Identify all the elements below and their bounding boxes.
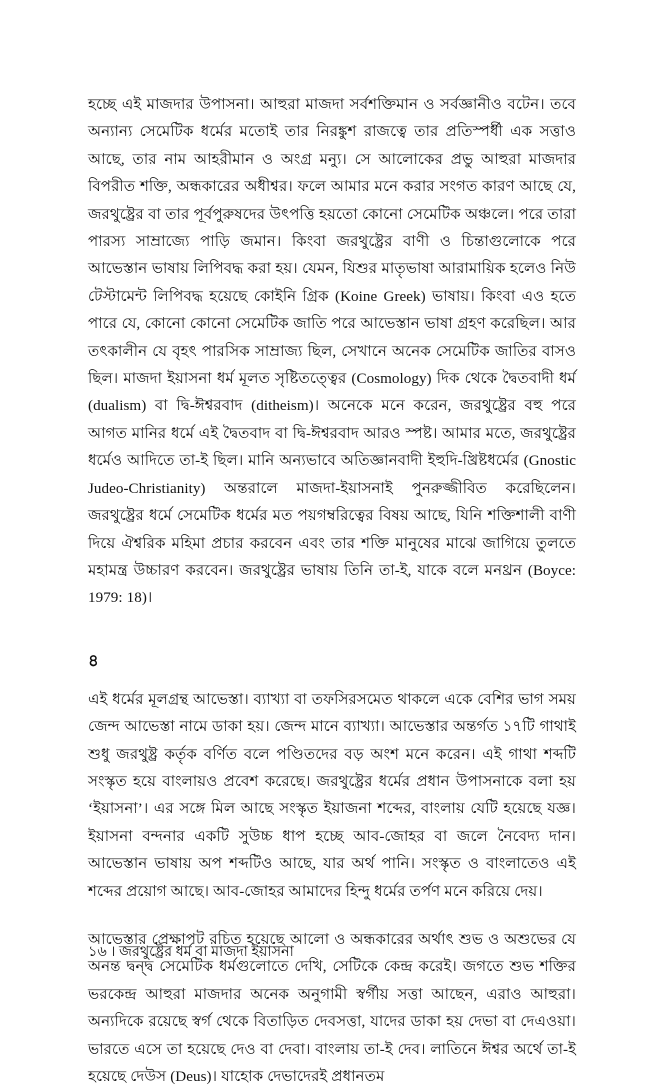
- section-number-heading: ৪: [88, 650, 99, 670]
- section-spacer-below: [88, 673, 576, 687]
- section-spacer-above: [88, 613, 576, 649]
- page-footer: ১৬ । জরথুষ্ট্রের ধর্ম বা মাজদা ইয়াসনা: [88, 944, 294, 960]
- body-paragraph-1: হচ্ছে এই মাজদার উপাসনা। আহুরা মাজদা সর্বশক্তিমান ও সর্বজ্ঞানীও বটেন। তবে অন্যান্য সেমেটিক ধর্মের মতোই তার নিরঙ্কুশ রাজত্বে তার প্রতিস্পর্ধী এক সত্তাও আছে, তার নাম আহরীমান ও অংগ্র মন্যু। সে আলোকের প্রভু আহুরা মাজদার বিপরীত শক্তি, অন্ধকারের অধীশ্বর। ফলে আমার মনে করার সংগত কারণ আছে যে, জরথুষ্ট্রের বা তার পূর্বপুরুষদের উৎপত্তি হয়তো কোনো সেমেটিক অঞ্চলে। পরে তারা পারস্য সাম্রাজ্যে পাড়ি জমান। কিংবা জরথুষ্ট্রের বাণী ও চিন্তাগুলোকে পরে আভেস্তান ভাষায় লিপিবদ্ধ করা হয়। যেমন, যিশুর মাতৃভাষা আরামায়িক হলেও নিউ টেস্টামেন্ট লিপিবদ্ধ হয়েছে কোইনি গ্রিক (Koine Greek) ভাষায়। কিংবা এও হতে পারে যে, কোনো কোনো সেমেটিক জাতি পরে আভেস্তান ভাষা গ্রহণ করেছিল। আর তৎকালীন যে বৃহৎ পারসিক সাম্রাজ্য ছিল, সেখানে অনেক সেমেটিক জাতির বাসও ছিল। মাজদা ইয়াসনা ধর্ম মূলত সৃষ্টিতত্ত্বের (Cosmology) দিক থেকে দ্বৈতবাদী ধর্ম (dualism) বা দ্বি-ঈশ্বরবাদ (ditheism)। অনেকে মনে করেন, জরথুষ্ট্রের বহু পরে আগত মানির ধর্মে এই দ্বৈতবাদ বা দ্বি-ঈশ্বরবাদ আরও স্পষ্ট। আমার মতে, জরথুষ্ট্রের ধর্মেও আদিতে তা-ই ছিল। মানি অন্যভাবে অতিজ্ঞানবাদী ইহুদি-খ্রিষ্টধর্মের (Gnostic Judeo-Christianity) অন্তরালে মাজদা-ইয়াসনাই পুনরুজ্জীবিত করেছিলেন। জরথুষ্ট্রের ধর্মে সেমেটিক ধর্মের মত পয়গম্বরিত্বের বিষয় আছে, যিনি শক্তিশালী বাণী দিয়ে ঐশ্বরিক মহিমা প্রচার করবেন এবং তার শক্তি মানুষের মাঝে জাগিয়ে তুলতে মহামন্ত্র উচ্চারণ করবেন। জরথুষ্ট্রের ভাষায় তিনি তা-ই, যাকে বলে মনথ্রন (Boyce: 1979: 18)।: [88, 97, 576, 607]
- body-paragraph-3: আভেস্তার প্রেক্ষাপট রচিত হয়েছে আলো ও অন্ধকারের অর্থাৎ শুভ ও অশুভের যে অনন্ত দ্বন্দ্ব সেমেটিক ধর্মগুলোতে দেখি, সেটিকে কেন্দ্র করেই। জগতে শুভ শক্তির ভরকেন্দ্র আহুরা মাজদার অনেক অনুগামী স্বর্গীয় সত্তা আছেন, এরাও আহুরা। অন্যদিকে রয়েছে স্বর্গ থেকে বিতাড়িত দেবসত্তা, যাদের ডাকা হয় দেভা বা দেএওয়া। ভারতে এসে তা হয়েছে দেও বা দেবা। বাংলায় তা-ই দেব। লাতিনে ঈশ্বর অর্থে তা-ই হয়েছে দেউস (Deus)। যাহোক দেভাদেরই প্রধানতম: [88, 931, 576, 1085]
- body-paragraph-2: এই ধর্মের মূলগ্রন্থ আভেস্তা। ব্যাখ্যা বা তফসিরসমেত থাকলে একে বেশির ভাগ সময় জেন্দ আভেস্তা নামে ডাকা হয়। জেন্দ মানে ব্যাখ্যা। আভেস্তার অন্তর্গত ১৭টি গাথাই শুধু জরথুষ্ট্র কর্তৃক বর্ণিত বলে পণ্ডিতদের বড় অংশ মনে করেন। এই গাথা শব্দটি সংস্কৃত হয়ে বাংলায়ও প্রবেশ করেছে। জরথুষ্ট্রের ধর্মের প্রধান উপাসনাকে বলা হয় ‘ইয়াসনা’। এর সঙ্গে মিল আছে সংস্কৃত ইয়াজনা শব্দের, বাংলায় যেটি হয়েছে যজ্ঞ। ইয়াসনা বন্দনার একটি সুউচ্চ ধাপ হচ্ছে আব-জোহর বা জলে নৈবেদ্য দান। আভেস্তান ভাষায় অপ শব্দটিও আছে, যার অর্থ পানি। সংস্কৃত ও বাংলাতেও এই শব্দের প্রয়োগ আছে। আব-জোহর আমাদের হিন্দু ধর্মের তর্পণ মনে করিয়ে দেয়।: [88, 691, 576, 900]
